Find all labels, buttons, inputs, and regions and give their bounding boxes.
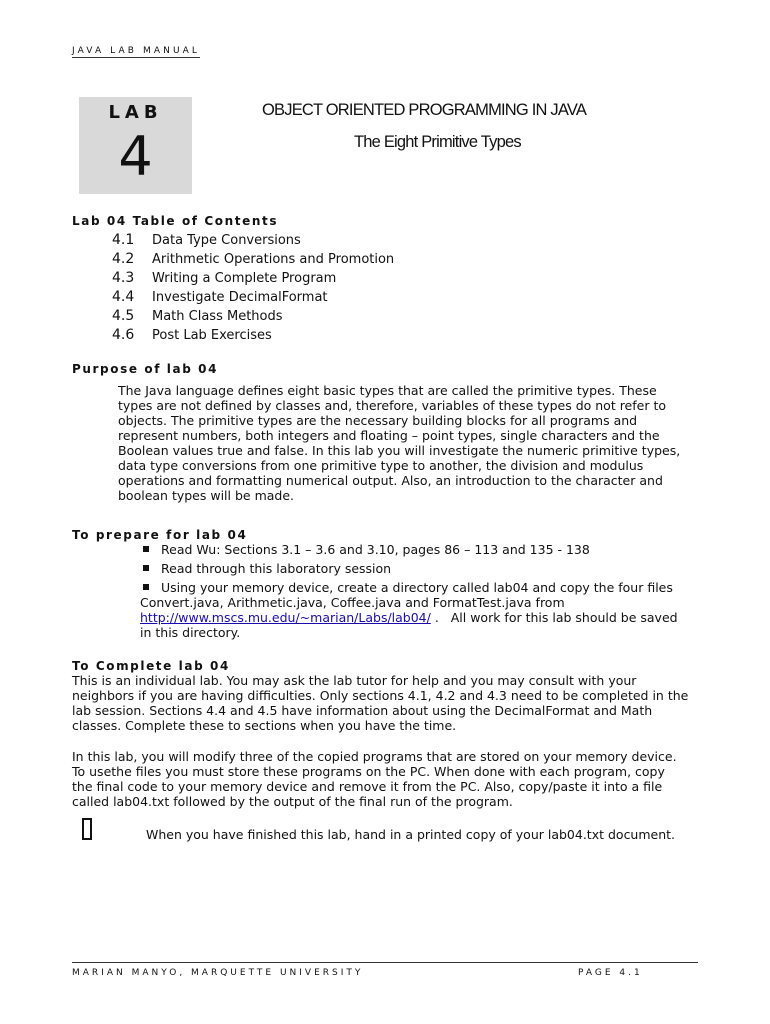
toc-item-number: 4.6	[112, 327, 135, 343]
purpose-line: objects. The primitive types are the necessary building blocks for all programs and	[118, 413, 638, 428]
toc-heading: Lab 04 Table of Contents	[72, 214, 279, 228]
prepare-heading: To prepare for lab 04	[72, 528, 248, 542]
prepare-bullet-text: Using your memory device, create a directory called lab04 and copy the four files	[161, 580, 673, 595]
bullet-marker	[143, 565, 149, 571]
complete-line: called lab04.txt followed by the output of the final run of the program.	[72, 794, 513, 809]
purpose-heading: Purpose of lab 04	[72, 362, 219, 376]
purpose-line: represent numbers, both integers and floating – point types, single characters and the	[118, 428, 660, 443]
prepare-bullet-text: Read through this laboratory session	[161, 561, 392, 576]
toc-item-number: 4.2	[112, 251, 135, 267]
purpose-line: boolean types will be made.	[118, 488, 295, 503]
prepare-bullet	[143, 580, 673, 595]
complete-line: neighbors if you are having difficulties. Only sections 4.1, 4.2 and 4.3 need to be completed in the	[72, 688, 689, 703]
prepare-bullet	[143, 542, 590, 557]
bullet-marker	[143, 584, 149, 590]
toc-item-number: 4.1	[112, 232, 135, 248]
complete-line: classes. Complete these to sections when you have the time.	[72, 718, 457, 733]
toc-item	[112, 289, 328, 305]
complete-line: To usethe files you must store these programs on the PC. When done with each program, copy	[72, 764, 665, 779]
complete-paragraph-2	[72, 749, 677, 809]
prepare-link-trailing-text: . All work for this lab should be saved	[430, 610, 678, 625]
toc-item	[112, 251, 394, 267]
toc-item-label: Writing a Complete Program	[152, 271, 337, 286]
footer-author: MARIAN MANYO, MARQUETTE UNIVERSITY	[72, 968, 364, 978]
lab-number-box	[79, 97, 192, 194]
purpose-line: types are not defined by classes and, therefore, variables of these types do not refer to	[118, 398, 666, 413]
prepare-bullet-continuation: Convert.java, Arithmetic.java, Coffee.java and FormatTest.java from	[140, 595, 565, 610]
complete-line: lab session. Sections 4.4 and 4.5 have information about using the DecimalFormat and Math	[72, 703, 653, 718]
toc-item-number: 4.3	[112, 270, 135, 286]
toc-item-number: 4.4	[112, 289, 135, 305]
purpose-line: data type conversions from one primitive type to another, the division and modulus	[118, 458, 644, 473]
prepare-bullet-continuation: in this directory.	[140, 625, 241, 640]
purpose-line: operations and formatting numerical output. Also, an introduction to the character and	[118, 473, 663, 488]
prepare-bullet	[143, 561, 391, 576]
bullet-marker	[143, 546, 149, 552]
toc-item-label: Data Type Conversions	[152, 233, 301, 248]
toc-item-label: Investigate DecimalFormat	[152, 290, 328, 305]
hand-in-note: When you have finished this lab, hand in a printed copy of your lab04.txt document.	[146, 827, 676, 842]
toc-item-number: 4.5	[112, 308, 135, 324]
toc-item-label: Arithmetic Operations and Promotion	[152, 252, 395, 267]
running-header: JAVA LAB MANUAL	[72, 46, 201, 56]
lab-files-link[interactable]: http://www.mscs.mu.edu/~marian/Labs/lab04/	[140, 610, 431, 625]
lab-number: 4	[118, 125, 153, 188]
complete-line: the final code to your memory device and remove it from the PC. Also, copy/paste it into a file	[72, 779, 663, 794]
toc-item	[112, 270, 336, 286]
complete-paragraph-1	[72, 673, 688, 733]
footer-rule	[72, 962, 698, 963]
purpose-line: Boolean values true and false. In this lab you will investigate the numeric primitive types,	[118, 443, 681, 458]
page-title: OBJECT ORIENTED PROGRAMMING IN JAVA	[262, 101, 587, 119]
page-subtitle: The Eight Primitive Types	[354, 133, 521, 151]
purpose-paragraph	[118, 383, 680, 503]
complete-heading: To Complete lab 04	[72, 659, 230, 673]
note-icon	[82, 818, 92, 840]
toc-item-label: Post Lab Exercises	[152, 328, 272, 343]
toc-item	[112, 327, 272, 343]
complete-line: This is an individual lab. You may ask the lab tutor for help and you may consult with your	[72, 673, 637, 688]
toc-item-label: Math Class Methods	[152, 309, 283, 324]
prepare-bullet-link-line	[140, 610, 678, 625]
footer-page-number: PAGE 4.1	[578, 968, 643, 978]
prepare-bullet-text: Read Wu: Sections 3.1 – 3.6 and 3.10, pages 86 – 113 and 135 - 138	[161, 542, 590, 557]
purpose-line: The Java language defines eight basic types that are called the primitive types. These	[118, 383, 657, 398]
toc-item	[112, 232, 301, 248]
complete-line: In this lab, you will modify three of the copied programs that are stored on your memory device.	[72, 749, 677, 764]
toc-item	[112, 308, 283, 324]
lab-word: LAB	[108, 102, 163, 123]
